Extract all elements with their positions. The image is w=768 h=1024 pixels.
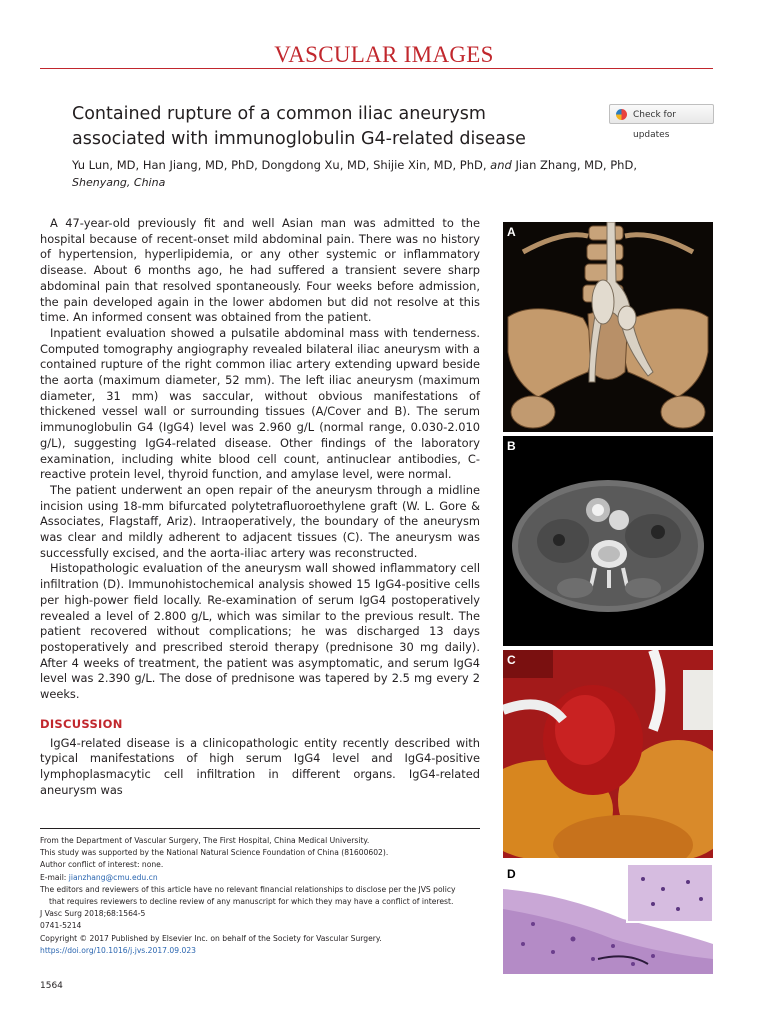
section-heading: VASCULAR IMAGES: [274, 42, 494, 67]
footnote-editors-line-1: The editors and reviewers of this article have no relevant financial relationships to disclose per the JVS policy: [40, 884, 456, 894]
panel-label-d: D: [507, 867, 516, 881]
panel-label-c: C: [507, 653, 516, 667]
author-list: [72, 158, 692, 172]
paragraph-case-presentation: A 47-year-old previously fit and well Asian man was admitted to the hospital because of recent-onset mild abdominal pain. There was no history of hypertension, hyperlipidemia, or any other systemic or inflammatory disease. About 6 months ago, he had suffered a transient severe sharp abdominal pain that resolved spontaneously. Four weeks before admission, the pain developed again in the lower abdomen but did not resolve at this time. An informed consent was obtained from the patient.: [40, 216, 480, 325]
title-line-2: associated with immunoglobulin G4-related disease: [72, 129, 526, 149]
paragraph-evaluation: Inpatient evaluation showed a pulsatile abdominal mass with tenderness. Computed tomography angiography revealed bilateral iliac aneurysm with a contained rupture of the right common iliac artery extending upward beside the aorta (maximum diameter, 52 mm). The left iliac aneurysm (maximum diameter, 31 mm) was saccular, without obvious manifestations of thickened vessel wall or surrounding tissues (A/Cover and B). The serum immunoglobulin G4 (IgG4) level was 2.960 g/L (normal range, 0.030-2.010 g/L), suggesting IgG4-related disease. Other findings of the laboratory examination, including white blood cell count, antinuclear antibodies, C-reactive protein level, thyroid function, and amylase level, were normal.: [40, 325, 480, 482]
footnote-issn: 0741-5214: [40, 921, 82, 931]
footnote-affiliation: From the Department of Vascular Surgery, The First Hospital, China Medical University.: [40, 836, 370, 845]
footnote-rule: [40, 828, 480, 829]
axial-ct-image: [503, 436, 713, 646]
article-title: [72, 102, 592, 152]
title-line-1: Contained rupture of a common iliac aneurysm: [72, 104, 486, 124]
footnote-conflict: Author conflict of interest: none.: [40, 860, 164, 870]
discussion-heading: DISCUSSION: [40, 716, 123, 731]
paragraph-discussion: IgG4-related disease is a clinicopathologic entity recently described with typical manifestations of high serum IgG4 level and IgG4-positive lymphoplasmacytic cell infiltration in different organs. IgG4-related aneurysm was: [40, 735, 480, 797]
panel-label-b: B: [507, 439, 516, 453]
figure-panel-c: [503, 650, 713, 858]
authors-and: and: [490, 158, 512, 172]
figure-panel-b: [503, 436, 713, 646]
paragraph-operation: The patient underwent an open repair of the aneurysm through a midline incision using 18-mm bifurcated polytetrafluoroethylene graft (W. L. Gore & Associates, Flagstaff, Ariz). Intraoperatively, the boundary of the aneurysm was clear and mildly adherent to adjacent tissues (C). The aneurysm was successfully excised, and the aorta-iliac artery was reconstructed.: [40, 482, 480, 560]
figure-panel-a: [503, 222, 713, 432]
footnotes: [40, 835, 480, 957]
author-location: Shenyang, China: [72, 176, 166, 189]
paragraph-histopathology: Histopathologic evaluation of the aneurysm wall showed inflammatory cell infiltration (D). Immunohistochemical analysis showed 15 IgG4-positive cells per high-power field locally. Re-examination of serum IgG4 postoperatively revealed a level of 2.800 g/L, which was similar to the previous result. The patient recovered without complications; he was discharged 13 days postoperatively and prescribed steroid therapy (prednisone 30 mg daily). After 4 weeks of treatment, the patient was asymptomatic, and serum IgG4 level was 2.390 g/L. The dose of prednisone was tapered by 2.5 mg every 2 weeks.: [40, 561, 480, 702]
footnote-copyright: Copyright © 2017 Published by Elsevier Inc. on behalf of the Society for Vascular Surgery.: [40, 933, 382, 943]
footnote-editors-line-2: that requires reviewers to decline review of any manuscript for which they may have a conflict of interest.: [49, 897, 454, 907]
page-number: 1564: [40, 981, 63, 991]
email-label: E-mail:: [40, 872, 69, 882]
check-for-updates-label: Check for updates: [633, 110, 676, 140]
footnote-funding: This study was supported by the National Natural Science Foundation of China (81600602).: [40, 848, 389, 858]
body-text-column: [40, 216, 480, 798]
doi-link[interactable]: https://doi.org/10.1016/j.jvs.2017.09.023: [40, 945, 196, 955]
check-for-updates-button[interactable]: [609, 104, 714, 140]
intraoperative-photo: [503, 650, 713, 858]
header-rule: [40, 68, 713, 69]
histology-image: [503, 864, 713, 974]
authors-part-2: Jian Zhang, MD, PhD,: [511, 158, 637, 172]
authors-part-1: Yu Lun, MD, Han Jiang, MD, PhD, Dongdong Xu, MD, Shijie Xin, MD, PhD,: [72, 158, 491, 172]
footnote-email: [40, 872, 480, 884]
footnote-citation: J Vasc Surg 2018;68:1564-5: [40, 909, 146, 919]
email-link[interactable]: jianzhang@cmu.edu.cn: [68, 872, 158, 882]
ct-3d-reconstruction-image: [503, 222, 713, 432]
panel-label-a: A: [507, 225, 516, 239]
figure-panel-d: [503, 864, 713, 974]
crossmark-icon: [616, 109, 627, 120]
